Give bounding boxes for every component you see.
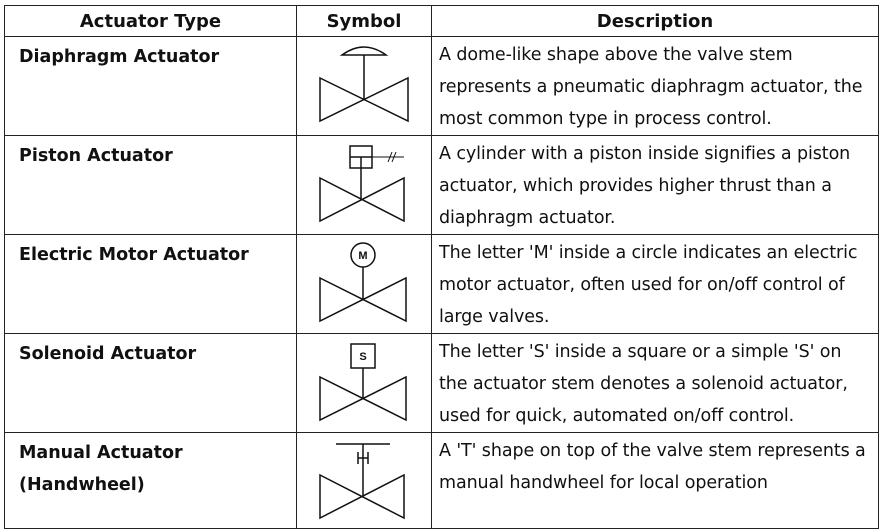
diaphragm-actuator-valve-icon [314,43,414,129]
actuator-table [4,5,879,529]
actuator-type-cell: Manual Actuator (Handwheel) [5,433,297,529]
symbol-cell [297,334,432,433]
table-row [5,136,879,235]
description-cell: The letter 'M' inside a circle indicates an electric motor actuator, often used for on/off control of large valves. [432,235,879,334]
manual-handwheel-actuator-valve-icon [314,438,414,524]
description-cell: A dome-like shape above the valve stem represents a pneumatic diaphragm actuator, the most common type in process control. [432,37,879,136]
piston-actuator-valve-icon [314,142,414,228]
header-row [5,6,879,37]
description-cell: A cylinder with a piston inside signifies a piston actuator, which provides higher thrust than a diaphragm actuator. [432,136,879,235]
description-cell: The letter 'S' inside a square or a simple 'S' on the actuator stem denotes a solenoid actuator, used for quick, automated on/off control. [432,334,879,433]
solenoid-letter: S [359,351,367,363]
symbol-cell [297,37,432,136]
motor-letter: M [358,250,368,262]
table-row [5,235,879,334]
actuator-type-cell: Solenoid Actuator [5,334,297,433]
table-row [5,433,879,529]
solenoid-actuator-valve-icon [314,340,414,426]
symbol-cell [297,235,432,334]
table-row [5,334,879,433]
header-description: Description [432,6,879,37]
header-symbol: Symbol [297,6,432,37]
header-actuator-type: Actuator Type [5,6,297,37]
actuator-type-cell: Electric Motor Actuator [5,235,297,334]
table-row [5,37,879,136]
actuator-type-cell: Diaphragm Actuator [5,37,297,136]
electric-motor-actuator-valve-icon [314,241,414,327]
actuator-type-cell: Piston Actuator [5,136,297,235]
symbol-cell [297,433,432,529]
description-cell: A 'T' shape on top of the valve stem represents a manual handwheel for local operation [432,433,879,529]
symbol-cell [297,136,432,235]
